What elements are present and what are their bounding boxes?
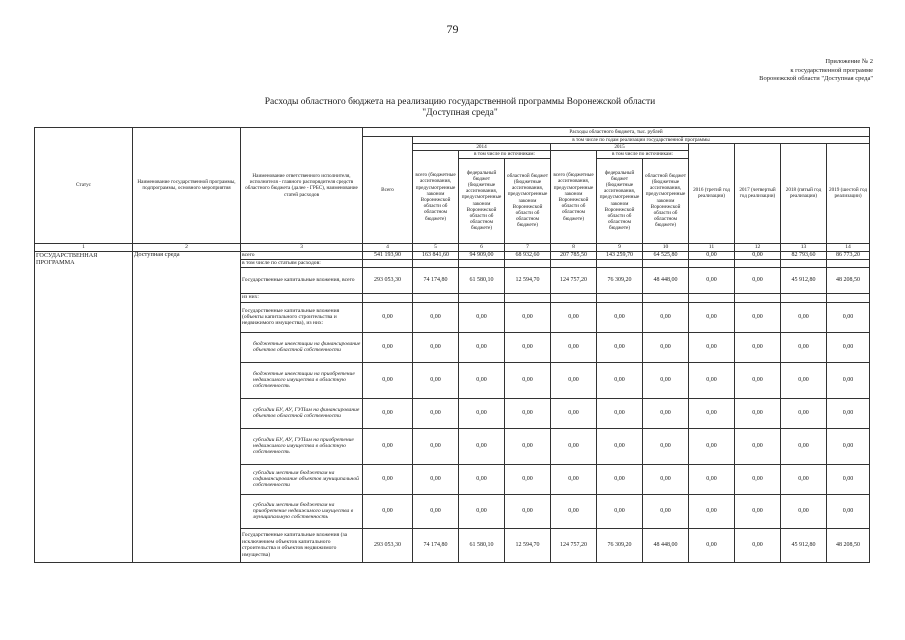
cell-value: 0,00 [597, 302, 643, 332]
cell-value: 0,00 [781, 494, 827, 528]
row-label: бюджетные инвестиции на финансирование объектов областной собственности [241, 332, 363, 362]
title-line-1: Расходы областного бюджета на реализацию государственной программы Воронежской области [264, 97, 656, 107]
cell-value: 0,00 [551, 428, 597, 464]
cell-value: 0,00 [597, 398, 643, 428]
col-number: 9 [597, 243, 643, 251]
cell-value: 48 208,50 [827, 267, 870, 293]
cell-value: 0,00 [597, 332, 643, 362]
header-2015-federal: федеральный бюджет (бюджетные ассигнования, предусмотренные законом Воронежской области об областном бюджете) [597, 158, 643, 243]
cell-value: 0,00 [735, 302, 781, 332]
page-number: 79 [446, 22, 459, 36]
row-label: субсидии местным бюджетам на софинансирование объектов муниципальной собственности [241, 464, 363, 494]
cell-value: 0,00 [505, 302, 551, 332]
cell-value: 0,00 [459, 398, 505, 428]
cell-value: 0,00 [597, 494, 643, 528]
cell-value: 0,00 [413, 362, 459, 398]
header-total: Всего [363, 137, 413, 244]
cell-value: 0,00 [413, 464, 459, 494]
header-year-2014: 2014 [413, 144, 551, 151]
cell-value: 0,00 [827, 428, 870, 464]
cell-value: 0,00 [689, 362, 735, 398]
cell-value [781, 293, 827, 302]
col-number: 10 [643, 243, 689, 251]
col-number: 11 [689, 243, 735, 251]
col-number: 1 [35, 243, 133, 251]
cell-value: 0,00 [689, 494, 735, 528]
col-number: 13 [781, 243, 827, 251]
cell-value: 0,00 [735, 267, 781, 293]
col-number: 5 [413, 243, 459, 251]
cell-value: 0,00 [643, 398, 689, 428]
cell-value: 0,00 [363, 494, 413, 528]
row-label: Государственные капитальные вложения, всего [241, 267, 363, 293]
cell-value: 0,00 [551, 302, 597, 332]
cell-value: 293 053,30 [363, 528, 413, 562]
cell-value [413, 259, 459, 267]
cell-value: 0,00 [781, 332, 827, 362]
cell-value: 0,00 [363, 398, 413, 428]
cell-value: 61 580,10 [459, 528, 505, 562]
header-by-years: в том числе по годам реализации государственной программы [413, 137, 870, 144]
cell-value [597, 293, 643, 302]
cell-value: 64 525,80 [643, 251, 689, 259]
cell-value: 0,00 [459, 332, 505, 362]
cell-value: 0,00 [413, 398, 459, 428]
header-year-2018: 2018 (пятый год реализации) [781, 144, 827, 243]
cell-value: 0,00 [551, 398, 597, 428]
col-number: 8 [551, 243, 597, 251]
col-number: 2 [133, 243, 241, 251]
cell-value [459, 259, 505, 267]
cell-value [597, 259, 643, 267]
cell-value: 207 785,50 [551, 251, 597, 259]
table-row [35, 251, 870, 259]
cell-value: 0,00 [827, 494, 870, 528]
cell-value: 0,00 [459, 494, 505, 528]
col-number: 3 [241, 243, 363, 251]
cell-value: 12 594,70 [505, 267, 551, 293]
cell-value [551, 259, 597, 267]
cell-value: 0,00 [827, 302, 870, 332]
cell-value: 94 909,00 [459, 251, 505, 259]
cell-value: 74 174,80 [413, 267, 459, 293]
header-2015-regional: областной бюджет (бюджетные ассигнования, предусмотренные законом Воронежской области об областном бюджете) [643, 158, 689, 243]
cell-value: 48 448,00 [643, 528, 689, 562]
cell-value: 0,00 [735, 332, 781, 362]
cell-value: 143 259,70 [597, 251, 643, 259]
cell-value: 76 309,20 [597, 267, 643, 293]
cell-value: 0,00 [827, 362, 870, 398]
cell-value: 0,00 [413, 428, 459, 464]
cell-value: 0,00 [689, 332, 735, 362]
cell-value: 0,00 [735, 398, 781, 428]
cell-value: 0,00 [505, 398, 551, 428]
header-status: Статус [35, 128, 133, 244]
cell-value: 0,00 [781, 428, 827, 464]
cell-value: 0,00 [505, 494, 551, 528]
header-program-name: Наименование государственной программы, подпрограммы, основного мероприятия [133, 128, 241, 244]
cell-value: 124 757,20 [551, 267, 597, 293]
header-year-2015: 2015 [551, 144, 689, 151]
header-executor: Наименование ответственного исполнителя, исполнителя - главного распорядителя средств областного бюджета (далее - ГРБС), наименование статей расходов [241, 128, 363, 244]
col-number: 7 [505, 243, 551, 251]
cell-value [689, 293, 735, 302]
cell-value: 0,00 [505, 428, 551, 464]
cell-value: 0,00 [689, 464, 735, 494]
cell-value [643, 293, 689, 302]
appendix-line-1: Приложение № 2 [825, 58, 873, 65]
cell-value: 541 193,90 [363, 251, 413, 259]
cell-value: 0,00 [597, 428, 643, 464]
col-number: 12 [735, 243, 781, 251]
cell-value: 0,00 [413, 302, 459, 332]
row-label: субсидии БУ, АУ, ГУПам на приобретение недвижимого имущества в областную собственность [241, 428, 363, 464]
cell-value: 12 594,70 [505, 528, 551, 562]
cell-value: 0,00 [643, 302, 689, 332]
cell-value: 0,00 [781, 362, 827, 398]
cell-value [689, 259, 735, 267]
cell-value: 0,00 [827, 332, 870, 362]
cell-value: 0,00 [689, 398, 735, 428]
cell-value: 76 309,20 [597, 528, 643, 562]
cell-value [505, 259, 551, 267]
cell-value: 0,00 [597, 362, 643, 398]
header-year-2017: 2017 (четвертый год реализации) [735, 144, 781, 243]
program-name: Доступная среда [133, 251, 241, 562]
col-number: 14 [827, 243, 870, 251]
cell-value: 0,00 [735, 464, 781, 494]
cell-value: 48 448,00 [643, 267, 689, 293]
col-number: 4 [363, 243, 413, 251]
cell-value: 61 580,10 [459, 267, 505, 293]
cell-value: 293 053,30 [363, 267, 413, 293]
cell-value [363, 259, 413, 267]
cell-value: 45 912,80 [781, 528, 827, 562]
budget-table [34, 127, 870, 563]
cell-value: 0,00 [459, 428, 505, 464]
cell-value: 0,00 [363, 332, 413, 362]
row-label: Государственные капитальные вложения (за исключением объектов капитального строительства и объектов недвижимого имущества) [241, 528, 363, 562]
row-label: из них: [241, 293, 363, 302]
cell-value: 0,00 [459, 464, 505, 494]
cell-value [735, 293, 781, 302]
cell-value [735, 259, 781, 267]
header-2014-all: всего (бюджетные ассигнования, предусмотренные законом Воронежской области об областном бюджете) [413, 151, 459, 243]
cell-value: 0,00 [735, 251, 781, 259]
cell-value: 0,00 [363, 464, 413, 494]
cell-value: 0,00 [413, 332, 459, 362]
header-year-2019: 2019 (шестой год реализации) [827, 144, 870, 243]
row-label: бюджетные инвестиции на приобретение недвижимого имущества в областную собственность [241, 362, 363, 398]
appendix-note [759, 58, 873, 84]
cell-value: 0,00 [643, 464, 689, 494]
cell-value [827, 259, 870, 267]
cell-value: 0,00 [551, 332, 597, 362]
cell-value: 0,00 [735, 362, 781, 398]
cell-value: 0,00 [413, 494, 459, 528]
header-2014-regional: областной бюджет (бюджетные ассигнования, предусмотренные законом Воронежской области об областном бюджете) [505, 158, 551, 243]
cell-value: 0,00 [363, 362, 413, 398]
cell-value: 86 773,20 [827, 251, 870, 259]
cell-value: 0,00 [459, 362, 505, 398]
appendix-line-3: Воронежской области "Доступная среда" [759, 75, 873, 82]
cell-value: 0,00 [597, 464, 643, 494]
cell-value: 0,00 [459, 302, 505, 332]
header-2015-all: всего (бюджетные ассигнования, предусмотренные законом Воронежской области об областном бюджете) [551, 151, 597, 243]
header-2014-federal: федеральный бюджет (бюджетные ассигнования, предусмотренные законом Воронежской области об областном бюджете) [459, 158, 505, 243]
document-title [200, 97, 720, 119]
cell-value [413, 293, 459, 302]
cell-value [781, 259, 827, 267]
cell-value: 0,00 [689, 528, 735, 562]
header-year-2016: 2016 (третий год реализации) [689, 144, 735, 243]
cell-value: 0,00 [827, 398, 870, 428]
header-2015-incl: в том числе по источникам: [597, 151, 689, 158]
cell-value [505, 293, 551, 302]
cell-value: 0,00 [505, 464, 551, 494]
cell-value: 48 208,50 [827, 528, 870, 562]
cell-value [363, 293, 413, 302]
cell-value [827, 293, 870, 302]
cell-value [551, 293, 597, 302]
cell-value: 0,00 [551, 494, 597, 528]
cell-value: 0,00 [827, 464, 870, 494]
column-numbers-row [35, 243, 870, 251]
header-2014-incl: в том числе по источникам: [459, 151, 551, 158]
cell-value: 0,00 [505, 332, 551, 362]
program-status: ГОСУДАРСТВЕННАЯ ПРОГРАММА [35, 251, 133, 562]
cell-value: 163 841,60 [413, 251, 459, 259]
row-label: всего [241, 251, 363, 259]
row-label: субсидии местным бюджетам на приобретение недвижимого имущества в муниципальную собственность [241, 494, 363, 528]
row-label: в том числе по статьям расходов: [241, 259, 363, 267]
cell-value: 0,00 [781, 398, 827, 428]
cell-value: 0,00 [551, 362, 597, 398]
cell-value: 124 757,20 [551, 528, 597, 562]
cell-value: 0,00 [689, 428, 735, 464]
cell-value: 0,00 [643, 332, 689, 362]
cell-value: 0,00 [551, 464, 597, 494]
cell-value: 68 932,60 [505, 251, 551, 259]
cell-value: 0,00 [643, 494, 689, 528]
cell-value: 0,00 [735, 428, 781, 464]
cell-value [459, 293, 505, 302]
cell-value: 74 174,80 [413, 528, 459, 562]
title-line-2: "Доступная среда" [422, 108, 498, 118]
cell-value: 0,00 [363, 302, 413, 332]
cell-value: 0,00 [735, 528, 781, 562]
cell-value: 0,00 [689, 302, 735, 332]
row-label: субсидии БУ, АУ, ГУПам на финансирование объектов областной собственности [241, 398, 363, 428]
cell-value: 0,00 [505, 362, 551, 398]
cell-value: 0,00 [689, 267, 735, 293]
cell-value [643, 259, 689, 267]
header-budget-top: Расходы областного бюджета, тыс. рублей [363, 128, 870, 137]
cell-value: 0,00 [643, 362, 689, 398]
cell-value: 82 793,60 [781, 251, 827, 259]
col-number: 6 [459, 243, 505, 251]
cell-value: 0,00 [689, 251, 735, 259]
appendix-line-2: к государственной программе [790, 66, 873, 74]
cell-value: 0,00 [643, 428, 689, 464]
cell-value: 0,00 [781, 302, 827, 332]
cell-value: 0,00 [363, 428, 413, 464]
cell-value: 0,00 [735, 494, 781, 528]
row-label: Государственные капитальные вложения (объекты капитального строительства и недвижимого имущества), из них: [241, 302, 363, 332]
cell-value: 45 912,80 [781, 267, 827, 293]
cell-value: 0,00 [781, 464, 827, 494]
